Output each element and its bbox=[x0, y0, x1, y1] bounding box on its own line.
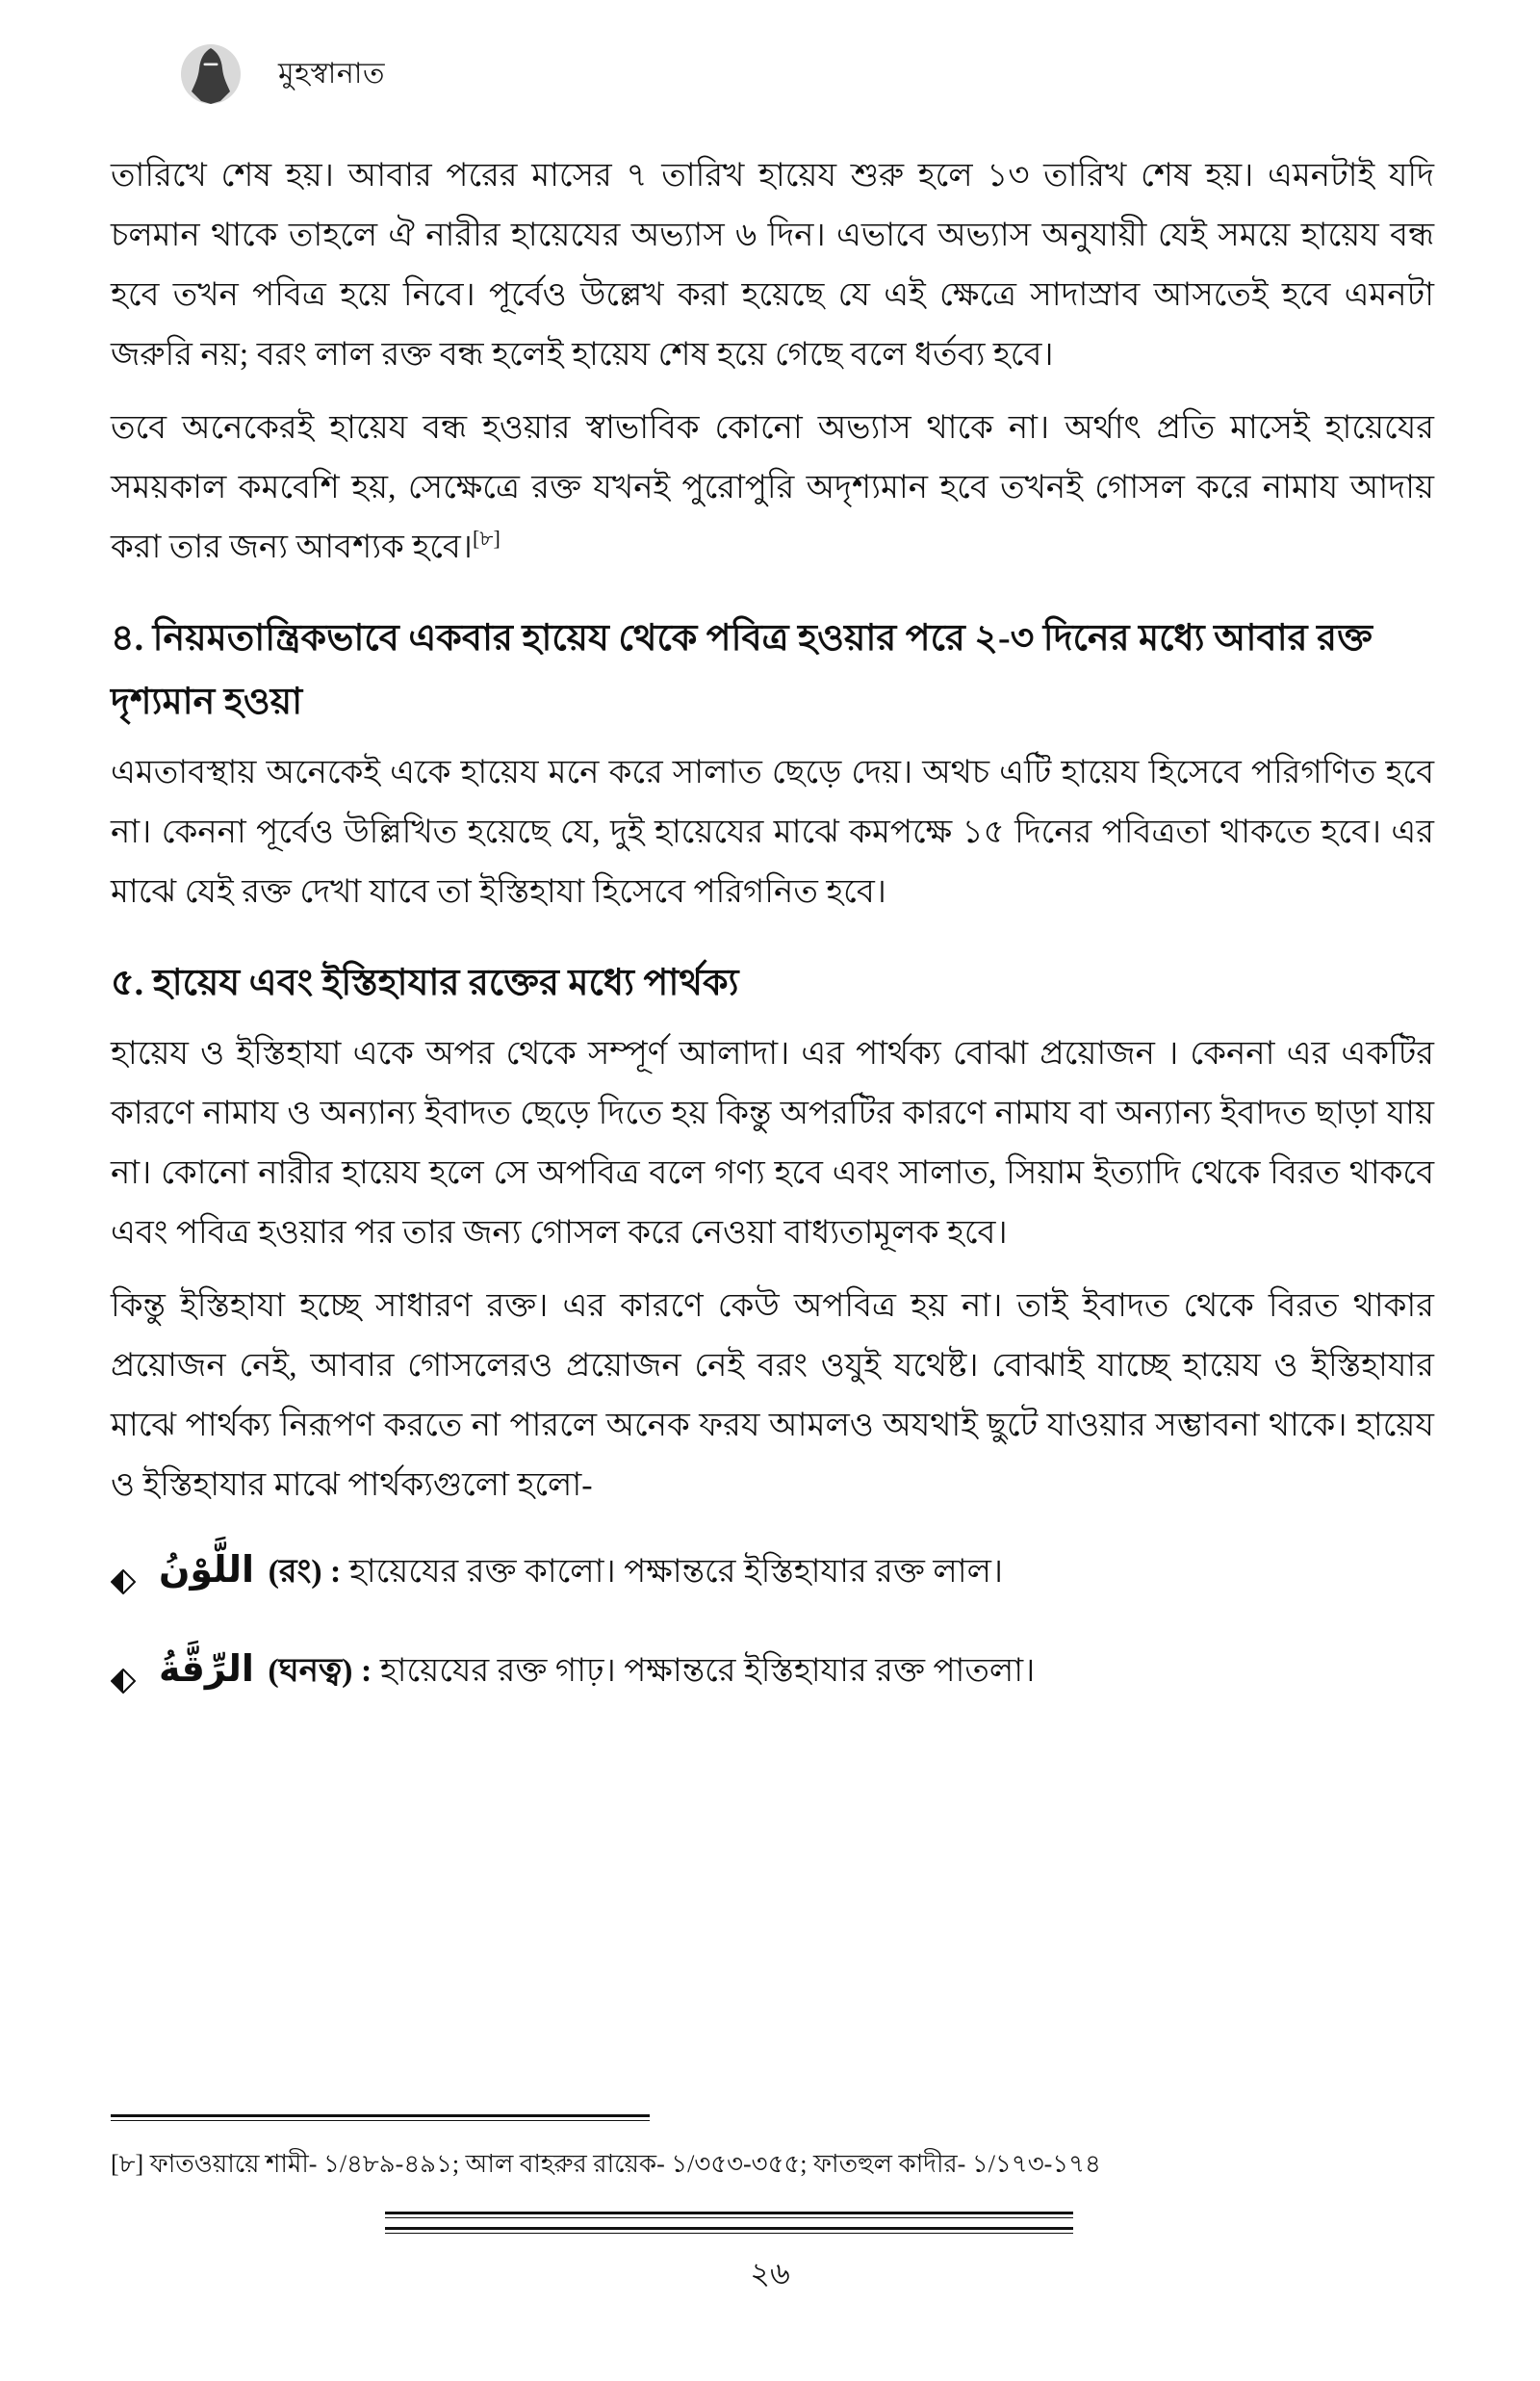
footnote-divider bbox=[111, 2114, 650, 2121]
page-end-divider bbox=[385, 2212, 1073, 2234]
niqab-woman-icon bbox=[180, 43, 242, 105]
term-description: হায়েযের রক্ত কালো। পক্ষান্তরে ইস্তিহাযার রক্ত লাল। bbox=[348, 1554, 1004, 1590]
paragraph: এমতাবস্থায় অনেকেই একে হায়েয মনে করে সালাত ছেড়ে দেয়। অথচ এটি হায়েয হিসেবে পরিগণিত হবে না। কেননা পূর্বেও উল্লিখিত হয়েছে যে, দুই হায়েযের মাঝে কমপক্ষে ১৫ দিনের পবিত্রতা থাকতে হবে। এর মাঝে যেই রক্ত দেখা যাবে তা ইস্তিহাযা হিসেবে পরিগনিত হবে। bbox=[111, 755, 1434, 910]
term-label: (রং) : bbox=[268, 1554, 342, 1590]
page-body bbox=[111, 146, 1434, 1700]
list-item bbox=[111, 1640, 1434, 1700]
section-heading-5: ৫. হায়েয এবং ইস্তিহাযার রক্তের মধ্যে পার্থক্য bbox=[111, 963, 739, 1003]
half-filled-diamond-bullet-icon bbox=[111, 1556, 136, 1581]
arabic-term: اللَّوْنُ bbox=[159, 1548, 255, 1591]
difference-list bbox=[111, 1540, 1434, 1700]
term-description: হায়েযের রক্ত গাঢ়। পক্ষান্তরে ইস্তিহাযার রক্ত পাতলা। bbox=[379, 1653, 1036, 1689]
paragraph bbox=[111, 399, 1434, 578]
paragraph: কিন্তু ইস্তিহাযা হচ্ছে সাধারণ রক্ত। এর কারণে কেউ অপবিত্র হয় না। তাই ইবাদত থেকে বিরত থাকার প্রয়োজন নেই, আবার গোসলেরও প্রয়োজন নেই বরং ওযুই যথেষ্ট। বোঝাই যাচ্ছে হায়েয ও ইস্তিহাযার মাঝে পার্থক্য নিরূপণ করতে না পারলে অনেক ফরয আমলও অযথাই ছুটে যাওয়ার সম্ভাবনা থাকে। হায়েয ও ইস্তিহাযার মাঝে পার্থক্যগুলো হলো- bbox=[111, 1288, 1434, 1503]
footnote-text: [৮] ফাতওয়ায়ে শামী- ১/৪৮৯-৪৯১; আল বাহরুর রায়েক- ১/৩৫৩-৩৫৫; ফাতহুল কাদীর- ১/১৭৩-১৭৪ bbox=[111, 2150, 1101, 2178]
paragraph: হায়েয ও ইস্তিহাযা একে অপর থেকে সম্পূর্ণ আলাদা। এর পার্থক্য বোঝা প্রয়োজন । কেননা এর একটির কারণে নামায ও অন্যান্য ইবাদত ছেড়ে দিতে হয় কিন্তু অপরটির কারণে নামায বা অন্যান্য ইবাদত ছাড়া যায় না। কোনো নারীর হায়েয হলে সে অপবিত্র বলে গণ্য হবে এবং সালাত, সিয়াম ইত্যাদি থেকে বিরত থাকবে এবং পবিত্র হওয়ার পর তার জন্য গোসল করে নেওয়া বাধ্যতামূলক হবে। bbox=[111, 1036, 1434, 1251]
term-label: (ঘনত্ব) : bbox=[268, 1653, 372, 1689]
list-item-text bbox=[157, 1640, 1035, 1700]
footnote-reference: [৮] bbox=[472, 526, 500, 551]
list-item-text bbox=[157, 1540, 1003, 1601]
paragraph-text: তবে অনেকেরই হায়েয বন্ধ হওয়ার স্বাভাবিক কোনো অভ্যাস থাকে না। অর্থাৎ প্রতি মাসেই হায়েযের সময়কাল কমবেশি হয়, সেক্ষেত্রে রক্ত যখনই পুরোপুরি অদৃশ্যমান হবে তখনই গোসল করে নামায আদায় করা তার জন্য আবশ্যক হবে। bbox=[111, 410, 1434, 565]
list-item bbox=[111, 1540, 1434, 1601]
page-header bbox=[111, 0, 1434, 108]
page-number: ২৬ bbox=[750, 2256, 790, 2290]
half-filled-diamond-bullet-icon bbox=[111, 1655, 136, 1680]
brand-title: মুহস্বানাত bbox=[278, 57, 385, 90]
section-heading-4: ৪. নিয়মতান্ত্রিকভাবে একবার হায়েয থেকে পবিত্র হওয়ার পরে ২-৩ দিনের মধ্যে আবার রক্ত দৃশ্যমান হওয়া bbox=[111, 618, 1373, 722]
arabic-term: الرِّقَّةُ bbox=[159, 1647, 254, 1690]
paragraph: তারিখে শেষ হয়। আবার পরের মাসের ৭ তারিখ হায়েয শুরু হলে ১৩ তারিখ শেষ হয়। এমনটাই যদি চলমান থাকে তাহলে ঐ নারীর হায়েযের অভ্যাস ৬ দিন। এভাবে অভ্যাস অনুযায়ী যেই সময়ে হায়েয বন্ধ হবে তখন পবিত্র হয়ে নিবে। পূর্বেও উল্লেখ করা হয়েছে যে এই ক্ষেত্রে সাদাস্রাব আসতেই হবে এমনটা জরুরি নয়; বরং লাল রক্ত বন্ধ হলেই হায়েয শেষ হয়ে গেছে বলে ধর্তব্য হবে। bbox=[111, 158, 1434, 373]
